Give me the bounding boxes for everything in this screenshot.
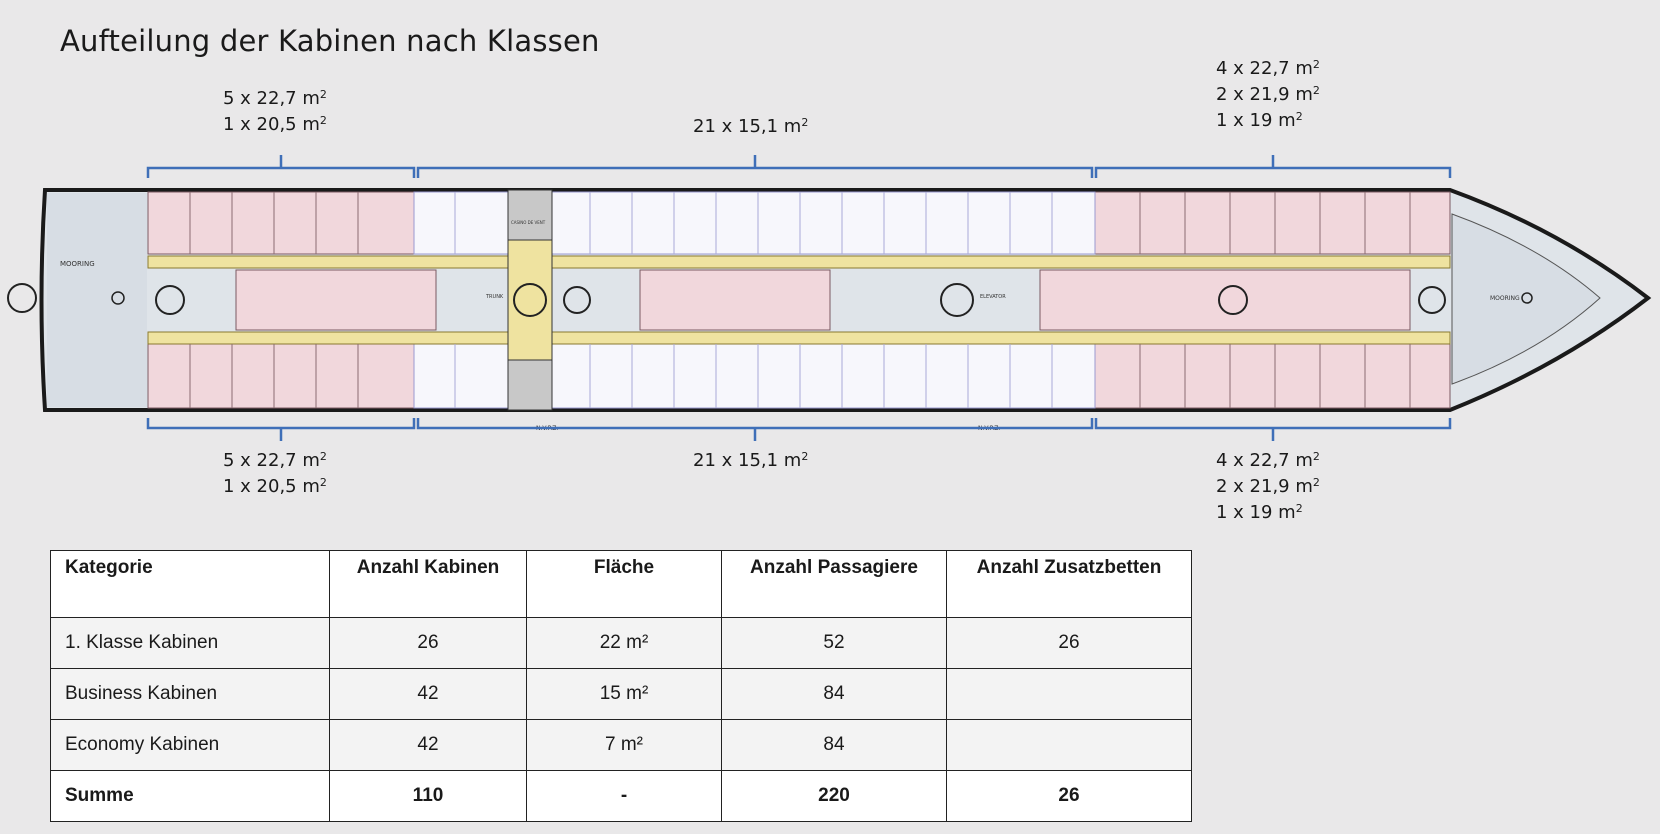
first-class-zone-right-bottom — [1095, 344, 1450, 408]
bow-mooring-label: MOORING — [1490, 295, 1520, 302]
area-label-top-middle: 21 x 15,1 $m^2$ — [693, 116, 809, 137]
cell-anzahl-kabinen: 26 — [330, 618, 527, 669]
cell-kategorie: 1. Klasse Kabinen — [51, 618, 330, 669]
cell-kategorie: Economy Kabinen — [51, 720, 330, 771]
area-label-bottom-middle: 21 x 15,1 $m^2$ — [693, 450, 809, 471]
corridor-bottom — [148, 332, 1450, 344]
cell-anzahl-kabinen: 42 — [330, 720, 527, 771]
cell-summe-passagiere: 220 — [722, 771, 947, 822]
elevator-label: ELEVATOR — [980, 294, 1006, 300]
corridor-top — [148, 256, 1450, 268]
stern-mooring-zone — [47, 193, 147, 407]
table-row — [51, 618, 1192, 669]
header-kategorie: Kategorie — [51, 551, 330, 618]
first-class-zone-center-mid — [640, 270, 830, 330]
area-label-bottom-right: 4 x 22,7 $m^2$ 2 x 21,9 $m^2$ 1 x 19 $m^2$ — [1216, 450, 1320, 523]
area-label-top-left: 5 x 22,7 $m^2$ 1 x 20,5 $m^2$ — [223, 88, 327, 135]
stern-mooring-label: MOORING — [60, 260, 95, 268]
cell-anzahl-zusatzbetten: 26 — [947, 618, 1192, 669]
header-flaeche: Fläche — [527, 551, 722, 618]
cell-anzahl-kabinen: 42 — [330, 669, 527, 720]
central-shaft-top — [508, 190, 552, 240]
cell-anzahl-zusatzbetten — [947, 720, 1192, 771]
bracket-top-middle — [418, 155, 1092, 178]
cell-summe-zusatzbetten: 26 — [947, 771, 1192, 822]
bracket-top-right — [1096, 155, 1450, 178]
first-class-zone-left-mid — [236, 270, 436, 330]
cell-flaeche: 15 m² — [527, 669, 722, 720]
table-row — [51, 720, 1192, 771]
table-row — [51, 669, 1192, 720]
first-class-zone-right-mid — [1040, 270, 1410, 330]
stern-bollard — [8, 284, 36, 312]
cell-anzahl-passagiere: 52 — [722, 618, 947, 669]
header-anzahl-passagiere: Anzahl Passagiere — [722, 551, 947, 618]
frame-mark-right: N.V.P.Z. — [978, 425, 1001, 432]
cell-anzahl-passagiere: 84 — [722, 669, 947, 720]
cell-kategorie: Business Kabinen — [51, 669, 330, 720]
casino-label: CASINO DE VENT — [511, 220, 546, 225]
first-class-zone-right-top — [1095, 192, 1450, 254]
frame-mark-left: N.V.P.Z. — [536, 425, 559, 432]
trunk-label: TRUNK — [486, 294, 504, 300]
cell-anzahl-passagiere: 84 — [722, 720, 947, 771]
table-sum-row — [51, 771, 1192, 822]
header-anzahl-zusatzbetten: Anzahl Zusatzbetten — [947, 551, 1192, 618]
central-shaft-bottom — [508, 360, 552, 410]
cell-summe-flaeche: - — [527, 771, 722, 822]
bracket-top-left — [148, 155, 414, 178]
first-class-zone-left-bottom — [148, 344, 414, 408]
cell-flaeche: 22 m² — [527, 618, 722, 669]
area-label-bottom-left: 5 x 22,7 $m^2$ 1 x 20,5 $m^2$ — [223, 450, 327, 497]
cell-anzahl-zusatzbetten — [947, 669, 1192, 720]
header-anzahl-kabinen: Anzahl Kabinen — [330, 551, 527, 618]
cell-summe-kabinen: 110 — [330, 771, 527, 822]
bracket-bottom-right — [1096, 418, 1450, 441]
cell-flaeche: 7 m² — [527, 720, 722, 771]
first-class-zone-left-top — [148, 192, 414, 254]
bracket-bottom-left — [148, 418, 414, 441]
page-title: Aufteilung der Kabinen nach Klassen — [60, 24, 600, 58]
area-label-top-right: 4 x 22,7 $m^2$ 2 x 21,9 $m^2$ 1 x 19 $m^2$ — [1216, 58, 1320, 131]
cell-summe-label: Summe — [51, 771, 330, 822]
table-header-row — [51, 551, 1192, 618]
cabin-category-table — [50, 550, 1192, 822]
